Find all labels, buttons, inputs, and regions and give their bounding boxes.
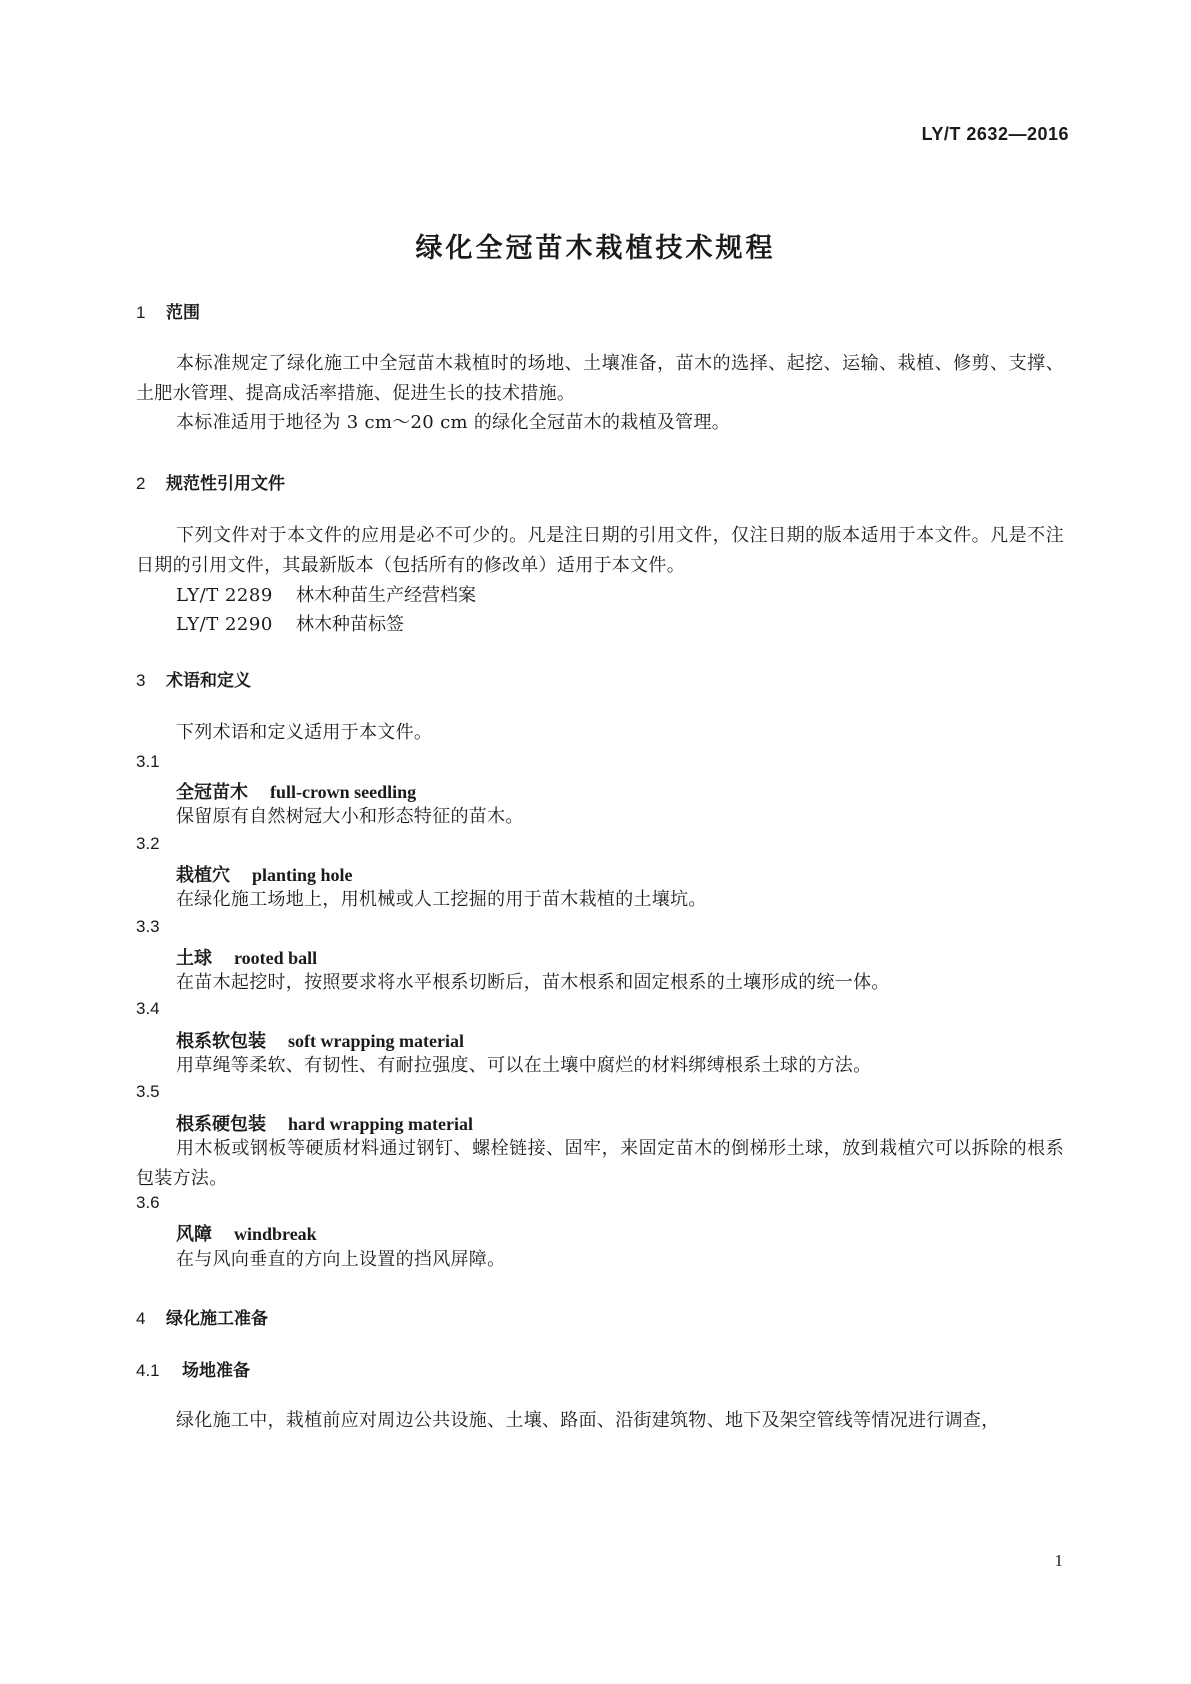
term-heading [176,1110,473,1136]
term-zh: 根系软包装 [176,1031,266,1052]
term-definition: 在苗木起挖时，按照要求将水平根系切断后，苗木根系和固定根系的土壤形成的统一体。 [176,972,890,993]
term-heading [176,1220,317,1246]
section-number: 3 [136,671,146,690]
reference-code: LY/T 2290 [176,614,273,635]
paragraph: 本标准适用于地径为 3 cm～20 cm 的绿化全冠苗木的栽植及管理。 [176,412,731,433]
section-2-heading [136,469,285,494]
section-title: 范围 [166,303,200,323]
subsection-4-1-heading [136,1356,250,1381]
term-definition: 用木板或钢板等硬质材料通过钢钉、螺栓链接、固牢，来固定苗木的倒梯形土球，放到栽植穴可以拆除的根系包装方法。 [136,1138,1064,1189]
section-4-heading [136,1304,268,1329]
term-en: planting hole [252,865,353,885]
section-title: 绿化施工准备 [166,1309,268,1329]
term-heading [176,1027,464,1053]
term-number: 3.1 [136,752,160,771]
reference-item [176,581,476,607]
term-definition: 用草绳等柔软、有韧性、有耐拉强度、可以在土壤中腐烂的材料绑缚根系土球的方法。 [176,1055,872,1076]
term-zh: 土球 [176,948,212,969]
reference-title: 林木种苗标签 [296,614,404,635]
term-zh: 栽植穴 [176,865,230,886]
term-zh: 根系硬包装 [176,1114,266,1135]
term-heading [176,944,317,970]
reference-title: 林木种苗生产经营档案 [296,585,476,606]
section-3-heading [136,666,251,691]
standard-code: LY/T 2632—2016 [921,124,1069,144]
term-number: 3.3 [136,917,160,936]
term-zh: 风障 [176,1224,212,1245]
term-en: windbreak [234,1224,317,1244]
term-en: full-crown seedling [270,782,417,802]
paragraph: 下列术语和定义适用于本文件。 [176,722,433,743]
term-definition: 保留原有自然树冠大小和形态特征的苗木。 [176,806,524,827]
section-1-heading [136,298,200,323]
term-definition: 在绿化施工场地上，用机械或人工挖掘的用于苗木栽植的土壤坑。 [176,889,707,910]
paragraph: 下列文件对于本文件的应用是必不可少的。凡是注日期的引用文件，仅注日期的版本适用于本文件。凡是不注日期的引用文件，其最新版本（包括所有的修改单）适用于本文件。 [136,525,1064,576]
subsection-number: 4.1 [136,1361,160,1380]
term-definition: 在与风向垂直的方向上设置的挡风屏障。 [176,1249,506,1270]
document-title: 绿化全冠苗木栽植技术规程 [415,233,776,264]
reference-item [176,610,404,636]
section-number: 1 [136,303,146,322]
term-number: 3.5 [136,1082,160,1101]
term-number: 3.6 [136,1193,160,1212]
paragraph: 本标准规定了绿化施工中全冠苗木栽植时的场地、土壤准备，苗木的选择、起挖、运输、栽植、修剪、支撑、土肥水管理、提高成活率措施、促进生长的技术措施。 [136,353,1064,404]
section-title: 规范性引用文件 [166,474,285,494]
section-title: 术语和定义 [166,671,251,691]
term-number: 3.2 [136,834,160,853]
term-en: hard wrapping material [288,1114,474,1134]
term-en: soft wrapping material [288,1031,464,1051]
section-number: 2 [136,474,146,493]
page-number: 1 [1054,1551,1063,1570]
paragraph: 绿化施工中，栽植前应对周边公共设施、土壤、路面、沿街建筑物、地下及架空管线等情况进行调查， [176,1410,1000,1431]
term-number: 3.4 [136,999,160,1018]
term-zh: 全冠苗木 [176,782,248,803]
section-number: 4 [136,1309,146,1328]
subsection-title: 场地准备 [182,1361,250,1381]
reference-code: LY/T 2289 [176,585,273,606]
term-heading [176,778,416,804]
term-heading [176,861,353,887]
term-en: rooted ball [234,948,318,968]
